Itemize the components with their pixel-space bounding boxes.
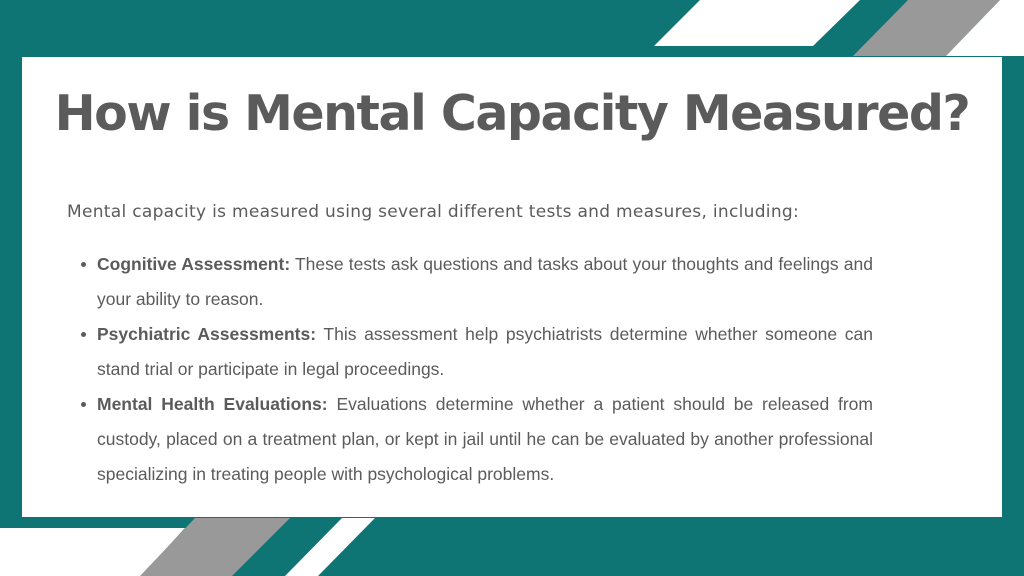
top-white-stripe	[654, 0, 860, 46]
bullet-list	[97, 247, 873, 492]
bottom-white-stripe	[285, 518, 375, 576]
bullet-dot-icon	[81, 262, 86, 267]
bullet-term: Mental Health Evaluations:	[97, 394, 328, 414]
bullet-item	[97, 317, 873, 387]
bullet-dot-icon	[81, 402, 86, 407]
bullet-text: This assessment help psychiatrists determine whether someone can stand trial or participate in legal proceedings.	[97, 324, 873, 379]
bullet-term: Psychiatric Assessments:	[97, 324, 317, 344]
bullet-term: Cognitive Assessment:	[97, 254, 291, 274]
bullet-text: Evaluations determine whether a patient should be released from custody, placed on a treatment plan, or kept in jail until he can be evaluated by another professional specializing in treating people with psychological problems.	[97, 394, 873, 484]
bullet-item	[97, 247, 873, 317]
slide-title: How is Mental Capacity Measured?	[54, 85, 970, 142]
content-card	[22, 57, 1002, 517]
intro-text: Mental capacity is measured using several different tests and measures, including:	[67, 202, 800, 222]
bullet-item	[97, 387, 873, 492]
bullet-text: These tests ask questions and tasks about your thoughts and feelings and your ability to reason.	[97, 254, 873, 309]
bullet-dot-icon	[81, 332, 86, 337]
